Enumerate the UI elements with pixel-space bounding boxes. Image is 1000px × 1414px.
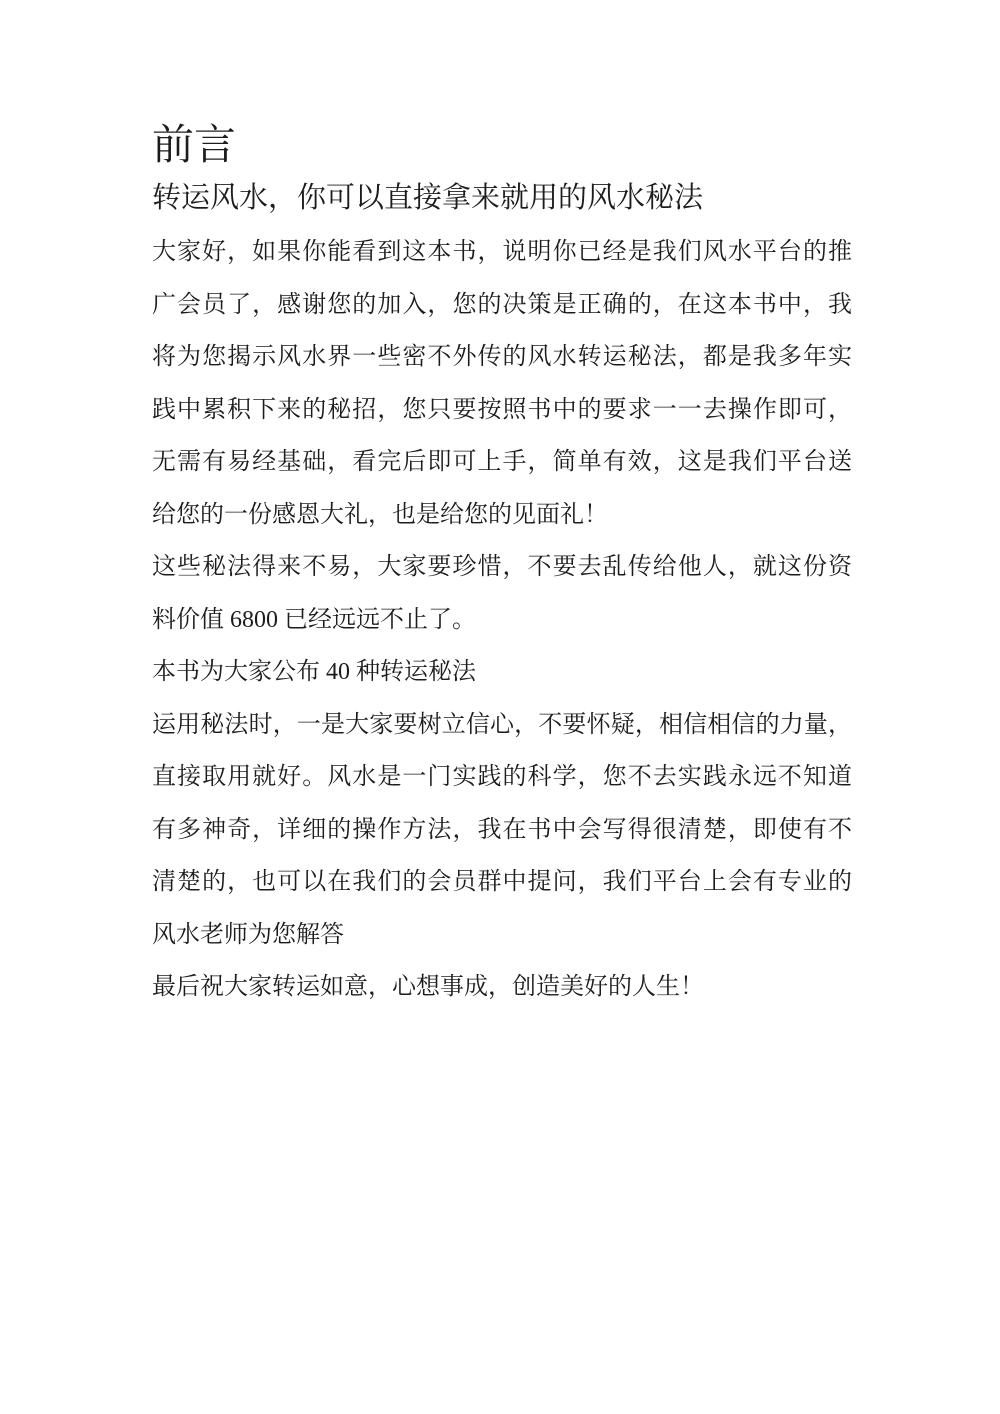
text-line: 有多神奇，详细的操作方法，我在书中会写得很清楚，即使有不	[152, 816, 852, 843]
text-line: 本书为大家公布 40 种转运秘法	[152, 659, 476, 685]
text-line: 大家好，如果你能看到这本书，说明你已经是我们风水平台的推	[152, 239, 852, 265]
body-text	[152, 226, 852, 1014]
page-subtitle: 转运风水，你可以直接拿来就用的风水秘法	[152, 182, 704, 214]
text-line: 直接取用就好。风水是一门实践的科学，您不去实践永远不知道	[152, 764, 852, 790]
text-line: 无需有易经基础，看完后即可上手，简单有效，这是我们平台送	[152, 449, 852, 475]
text-line: 料价值 6800 已经远远不止了。	[152, 606, 476, 633]
page-content	[152, 120, 852, 1014]
page-title: 前言	[152, 123, 237, 169]
text-line: 给您的一份感恩大礼，也是给您的见面礼！	[152, 501, 608, 528]
text-line: 践中累积下来的秘招，您只要按照书中的要求一一去操作即可，	[152, 396, 852, 423]
text-line: 这些秘法得来不易，大家要珍惜，不要去乱传给他人，就这份资	[152, 554, 852, 580]
text-line: 运用秘法时，一是大家要树立信心，不要怀疑，相信相信的力量，	[152, 711, 852, 738]
text-line: 广会员了，感谢您的加入，您的决策是正确的，在这本书中，我	[152, 291, 852, 318]
text-line: 清楚的，也可以在我们的会员群中提问，我们平台上会有专业的	[152, 869, 852, 895]
text-line: 将为您揭示风水界一些密不外传的风水转运秘法，都是我多年实	[152, 344, 852, 370]
text-line: 风水老师为您解答	[152, 921, 344, 948]
text-line: 最后祝大家转运如意，心想事成，创造美好的人生！	[152, 974, 704, 1000]
